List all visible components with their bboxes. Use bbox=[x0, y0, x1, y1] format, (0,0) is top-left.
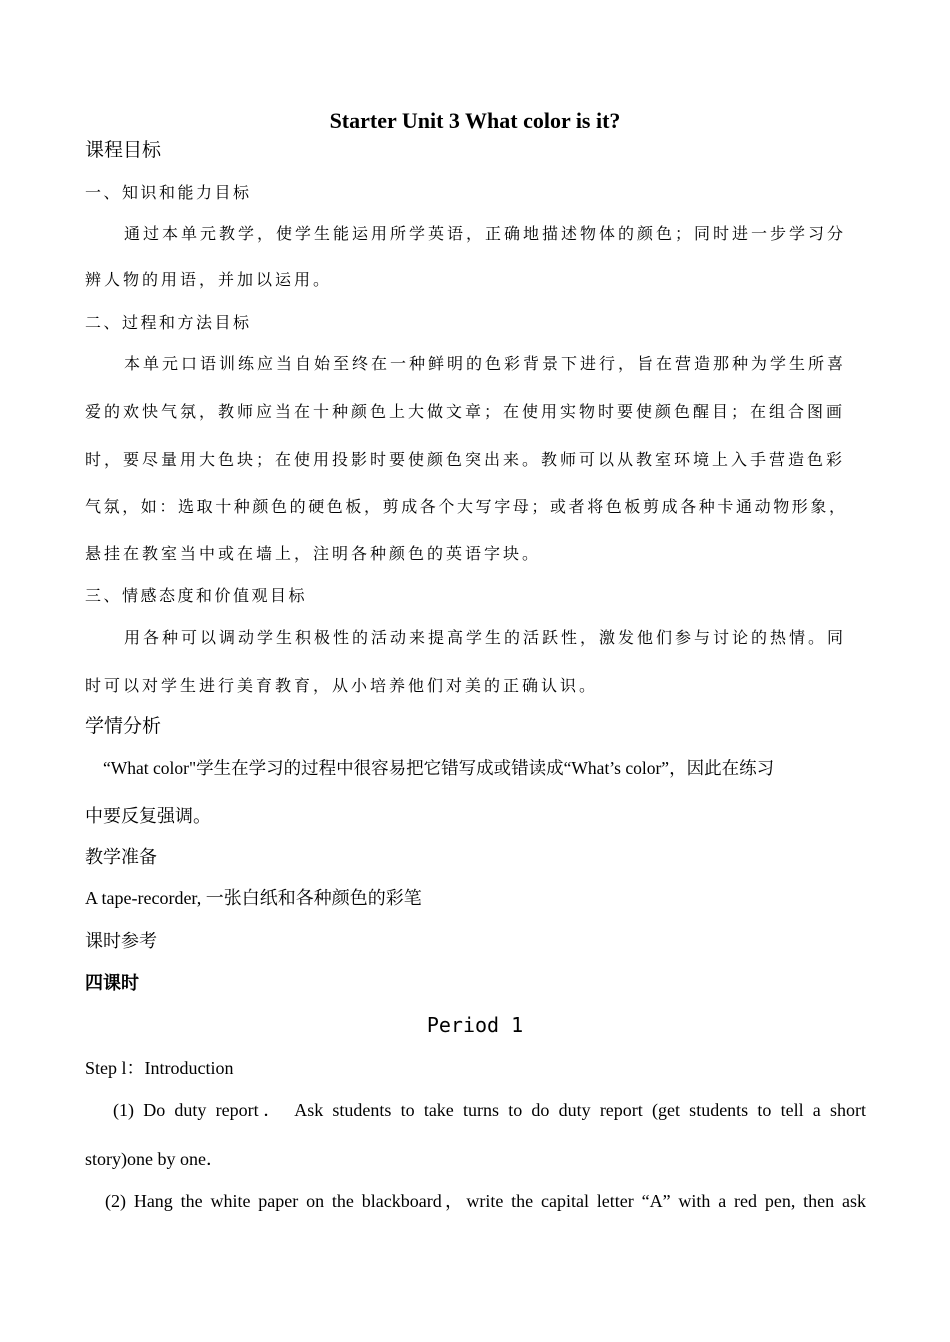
step1-item1-line: (1) Do duty report． Ask students to take turns to do duty report (get students to tell a short bbox=[113, 1100, 866, 1120]
step1-item1-line: story)one by one． bbox=[85, 1149, 224, 1169]
analysis-heading: 学情分析 bbox=[85, 715, 162, 737]
goal3-text-line: 时可以对学生进行美育教育，从小培养他们对美的正确认识。 bbox=[85, 676, 599, 695]
goal2-text-line: 爱的欢快气氛，教师应当在十种颜色上大做文章；在使用实物时要使颜色醒目；在组合图画 bbox=[85, 402, 846, 421]
periods-heading: 课时参考 bbox=[85, 931, 157, 951]
document-title: Starter Unit 3 What color is it? bbox=[329, 108, 621, 133]
analysis-text-line: “What color"学生在学习的过程中很容易把它错写成或错读成“What’s color”，因此在练习 bbox=[103, 758, 775, 778]
periods-text: 四课时 bbox=[85, 973, 139, 993]
goal2-text-line: 气氛，如：选取十种颜色的硬色板，剪成各个大写字母；或者将色板剪成各种卡通动物形象， bbox=[85, 497, 848, 516]
goal1-heading: 一、知识和能力目标 bbox=[85, 183, 252, 202]
course-goals-heading: 课程目标 bbox=[85, 139, 162, 161]
goal1-text-line: 通过本单元教学，使学生能运用所学英语，正确地描述物体的颜色；同时进一步学习分 bbox=[124, 224, 847, 243]
analysis-text-line: 中要反复强调。 bbox=[85, 806, 211, 826]
goal3-text-line: 用各种可以调动学生积极性的活动来提高学生的活跃性，激发他们参与讨论的热情。同 bbox=[124, 628, 847, 647]
goal2-text-line: 悬挂在教室当中或在墙上，注明各种颜色的英语字块。 bbox=[85, 544, 542, 563]
goal2-heading: 二、过程和方法目标 bbox=[85, 313, 252, 332]
goal2-text-line: 时，要尽量用大色块；在使用投影时要使颜色突出来。教师可以从教室环境上入手营造色彩 bbox=[85, 450, 846, 469]
goal2-text-line: 本单元口语训练应当自始至终在一种鲜明的色彩背景下进行，旨在营造那种为学生所喜 bbox=[124, 354, 847, 373]
prep-text: A tape-recorder, 一张白纸和各种颜色的彩笔 bbox=[85, 888, 422, 908]
goal1-text-line: 辨人物的用语，并加以运用。 bbox=[85, 270, 333, 289]
goal3-heading: 三、情感态度和价值观目标 bbox=[85, 586, 308, 605]
prep-heading: 教学准备 bbox=[85, 847, 157, 867]
step1-item2-line: (2) Hang the white paper on the blackboard，write the capital letter “A” with a red pen, then ask bbox=[105, 1191, 866, 1211]
step1-heading: Step l：Introduction bbox=[85, 1058, 234, 1078]
period-title: Period 1 bbox=[426, 1013, 524, 1037]
